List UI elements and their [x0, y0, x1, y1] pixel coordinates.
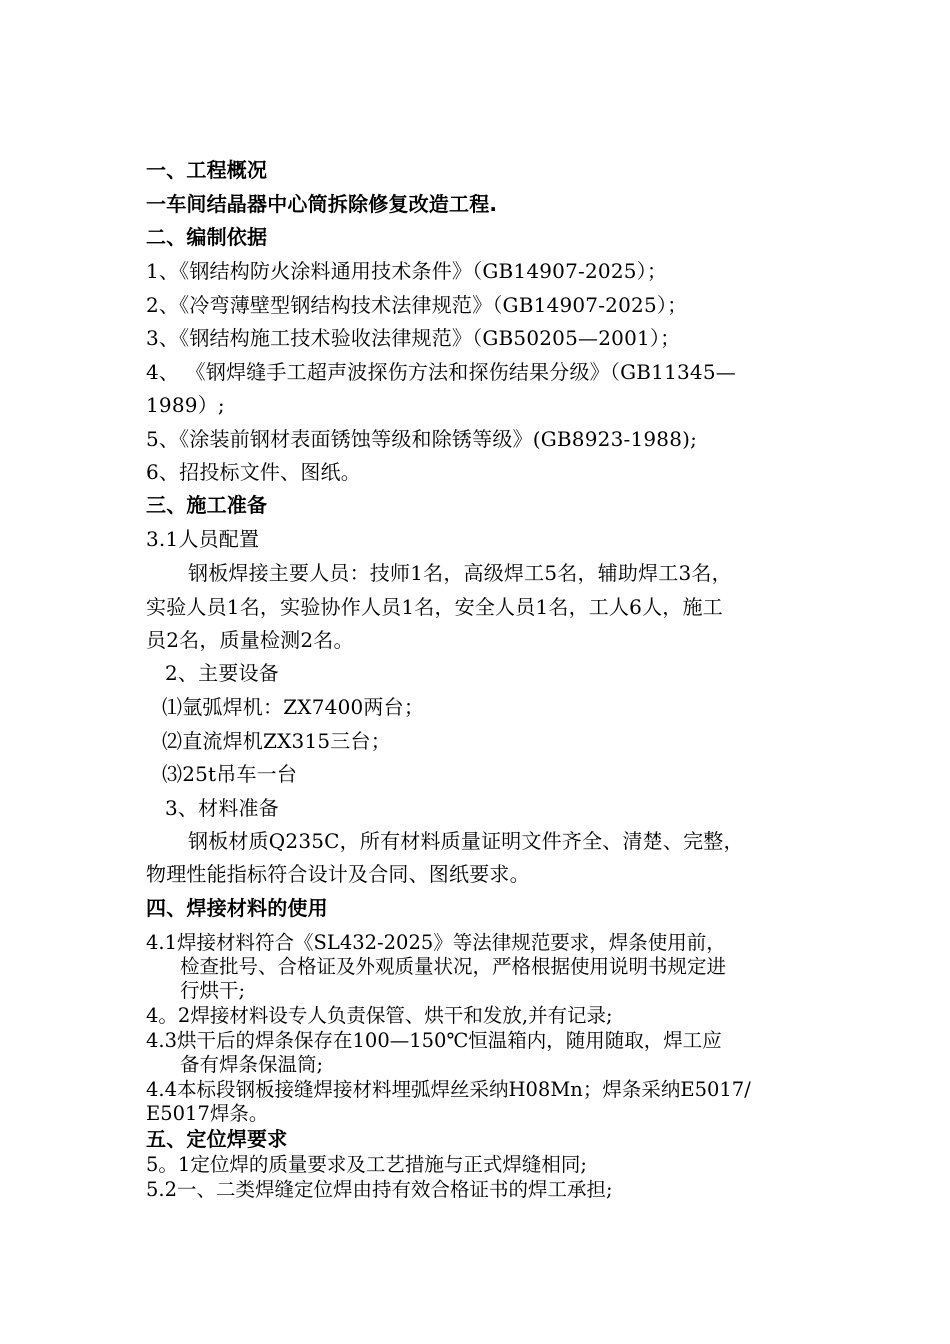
staff-text: 钢板焊接主要人员：技师1名，高级焊工5名，辅助焊工3名，: [188, 561, 732, 585]
welding-item-continued: 备有焊条保温筒;: [180, 1053, 324, 1076]
section-heading: 三、施工准备: [146, 493, 268, 517]
basis-item: 6、招投标文件、图纸。: [146, 460, 361, 484]
welding-item: 4.1焊接材料符合《SL432-2025》等法律规范要求，焊条使用前，: [146, 931, 726, 954]
welding-item: 4。2焊接材料设专人负责保管、烘干和发放,并有记录;: [146, 1004, 613, 1027]
equipment-item: ⑵直流焊机ZX315三台；: [162, 729, 391, 753]
basis-item: 2、《冷弯薄壁型钢结构技术法律规范》（GB14907-2025）；: [146, 293, 688, 317]
welding-item: 4.3烘干后的焊条保存在100—150℃恒温箱内，随用随取，焊工应: [146, 1029, 722, 1052]
material-text: 钢板材质Q235C，所有材料质量证明文件齐全、清楚、完整，: [188, 829, 744, 853]
welding-item-continued: 检查批号、合格证及外观质量状况，严格根据使用说明书规定进: [180, 955, 727, 978]
staff-text: 实验人员1名，实验协作人员1名，安全人员1名，工人6人，施工: [146, 595, 723, 619]
welding-item-continued: 行烘干;: [180, 979, 246, 1002]
equipment-item: ⑴氩弧焊机：ZX7400两台；: [162, 695, 425, 719]
welding-item: 4.4本标段钢板接缝焊接材料埋弧焊丝采纳H08Mn；焊条采纳E5017/: [146, 1078, 751, 1101]
basis-item-continued: 1989）;: [146, 393, 225, 417]
section-heading: 二、编制依据: [146, 225, 268, 249]
welding-item-continued: E5017焊条。: [146, 1102, 269, 1125]
subsection-heading: 3、材料准备: [165, 796, 279, 820]
subsection-heading: 2、主要设备: [165, 661, 279, 685]
positioning-item: 5。1定位焊的质量要求及工艺措施与正式焊缝相同;: [146, 1153, 587, 1176]
project-name: 一车间结晶器中心筒拆除修复改造工程.: [146, 192, 498, 216]
basis-item: 4、 《钢焊缝手工超声波探伤方法和探伤结果分级》（GB11345—: [146, 360, 736, 384]
equipment-item: ⑶25t吊车一台: [162, 762, 298, 786]
subsection-heading: 3.1人员配置: [146, 527, 260, 551]
staff-text: 员2名，质量检测2名。: [146, 628, 354, 652]
section-heading: 五、定位焊要求: [146, 1127, 288, 1151]
section-heading: 一、工程概况: [146, 158, 268, 182]
positioning-item: 5.2一、二类焊缝定位焊由持有效合格证书的焊工承担;: [146, 1178, 613, 1201]
basis-item: 5、《涂装前钢材表面锈蚀等级和除锈等级》(GB8923-1988);: [146, 427, 698, 451]
basis-item: 3、《钢结构施工技术验收法律规范》（GB50205—2001）；: [146, 326, 681, 350]
material-text: 物理性能指标符合设计及合同、图纸要求。: [146, 862, 530, 886]
basis-item: 1、《钢结构防火涂料通用技术条件》（GB14907-2025）；: [146, 259, 668, 283]
section-heading: 四、焊接材料的使用: [146, 896, 328, 920]
